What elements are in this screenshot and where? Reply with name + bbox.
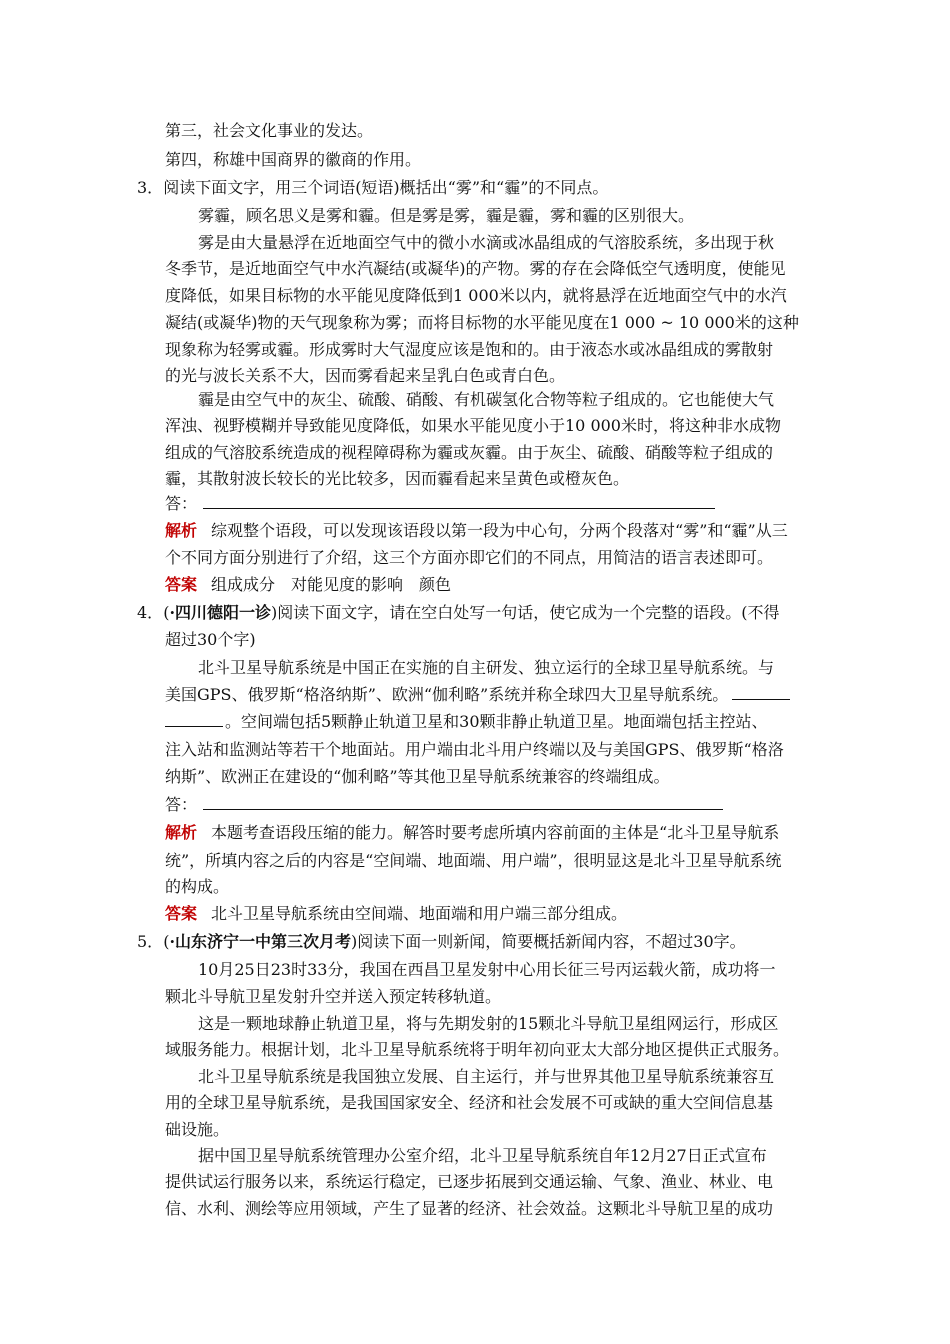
key-text: 北斗卫星导航系统由空间端、地面端和用户端三部分组成。 <box>211 904 628 923</box>
analysis-line: 的构成。 <box>165 877 230 896</box>
source-paren: ( <box>163 603 170 622</box>
passage-line: 浑浊、视野模糊并导致能见度降低，如果水平能见度小于10 000米时，将这种非水成物 <box>165 416 781 435</box>
passage-line: 组成的气溶胶系统造成的视程障碍称为霾或灰霾。由于灰尘、硫酸、硝酸等粒子组成的 <box>165 443 774 462</box>
analysis-line <box>165 823 779 843</box>
fill-blank-cont[interactable] <box>165 712 223 727</box>
analysis-line: 统”，所填内容之后的内容是“空间端、地面端、用户端”，很明显这是北斗卫星导航系统 <box>165 851 782 870</box>
passage-line: 注入站和监测站等若干个地面站。用户端由北斗用户终端以及与美国GPS、俄罗斯“格洛 <box>165 740 784 759</box>
analysis-line <box>165 521 788 541</box>
key-text: 组成成分 对能见度的影响 颜色 <box>211 575 452 594</box>
passage-line <box>165 712 768 732</box>
answer-prompt: 答： <box>165 795 198 814</box>
question-text: 阅读下面文字，请在空白处写一句话，使它成为一个完整的语段。(不得 <box>277 603 780 622</box>
key-line <box>165 575 451 595</box>
analysis-line: 个不同方面分别进行了介绍，这三个方面亦即它们的不同点，用简洁的语言表述即可。 <box>165 548 774 567</box>
passage-line: 北斗卫星导航系统是中国正在实施的自主研发、独立运行的全球卫星导航系统。与 <box>198 658 775 677</box>
passage-line: 的光与波长关系不大，因而雾看起来呈乳白色或青白色。 <box>165 366 566 385</box>
passage-line: 冬季节，是近地面空气中水汽凝结(或凝华)的产物。雾的存在会降低空气透明度，使能见 <box>165 259 786 278</box>
passage-line: 用的全球卫星导航系统，是我国国家安全、经济和社会发展不可或缺的重大空间信息基 <box>165 1093 774 1112</box>
question-number: 3． <box>137 178 164 197</box>
question-source: ·山东济宁一中第三次月考 <box>169 932 352 951</box>
passage-line: 础设施。 <box>165 1120 230 1139</box>
passage-line: 度降低，如果目标物的水平能见度降低到1 000米以内，就将悬浮在近地面空气中的水汽 <box>165 286 787 305</box>
passage-line: 10月25日23时33分，我国在西昌卫星发射中心用长征三号丙运载火箭，成功将一 <box>198 960 776 979</box>
passage-line: 凝结(或凝华)物的天气现象称为雾；而将目标物的水平能见度在1 000 ~ 10 000米的这种 <box>165 313 799 332</box>
passage-line: 据中国卫星导航系统管理办公室介绍，北斗卫星导航系统自年12月27日正式宣布 <box>198 1146 767 1165</box>
passage-line: 雾是由大量悬浮在近地面空气中的微小水滴或冰晶组成的气溶胶系统，多出现于秋 <box>198 233 775 252</box>
passage-line: 北斗卫星导航系统是我国独立发展、自主运行，并与世界其他卫星导航系统兼容互 <box>198 1067 775 1086</box>
fill-blank[interactable] <box>732 685 790 700</box>
answer-blank[interactable] <box>203 795 723 810</box>
passage-line: 雾霾，顾名思义是雾和霾。但是雾是雾，霾是霾，雾和霾的区别很大。 <box>198 206 695 225</box>
question-3-stem <box>137 178 608 198</box>
answer-prompt: 答： <box>165 494 198 513</box>
key-line <box>165 904 627 924</box>
question-text: 阅读下面一则新闻，简要概括新闻内容，不超过30字。 <box>357 932 746 951</box>
passage-line: 颗北斗导航卫星发射升空并送入预定转移轨道。 <box>165 987 502 1006</box>
question-text: 阅读下面文字，用三个词语(短语)概括出“雾”和“霾”的不同点。 <box>163 178 609 197</box>
intro-third: 第三，社会文化事业的发达。 <box>165 121 374 140</box>
passage-line: 信、水利、测绘等应用领域，产生了显著的经济、社会效益。这颗北斗导航卫星的成功 <box>165 1199 774 1218</box>
question-number: 5． <box>137 932 164 951</box>
source-paren: ) <box>271 603 278 622</box>
question-5-stem <box>137 932 746 952</box>
analysis-label: 解析 <box>165 521 198 540</box>
answer-blank[interactable] <box>203 494 715 509</box>
passage-line: 现象称为轻雾或霾。形成雾时大气湿度应该是饱和的。由于液态水或冰晶组成的雾散射 <box>165 340 774 359</box>
passage-line <box>165 685 790 705</box>
question-4-stem-cont: 超过30个字) <box>165 630 256 649</box>
passage-text: 。空间端包括5颗静止轨道卫星和30颗非静止轨道卫星。地面端包括主控站、 <box>225 712 768 731</box>
passage-line: 霾是由空气中的灰尘、硫酸、硝酸、有机碳氢化合物等粒子组成的。它也能使大气 <box>198 390 775 409</box>
question-source: ·四川德阳一诊 <box>169 603 272 622</box>
passage-line: 提供试运行服务以来，系统运行稳定，已逐步拓展到交通运输、气象、渔业、林业、电 <box>165 1172 774 1191</box>
intro-fourth: 第四，称雄中国商界的徽商的作用。 <box>165 150 422 169</box>
answer-line <box>165 494 715 514</box>
key-label: 答案 <box>165 575 198 594</box>
analysis-text: 本题考查语段压缩的能力。解答时要考虑所填内容前面的主体是“北斗卫星导航系 <box>211 823 780 842</box>
question-number: 4． <box>137 603 164 622</box>
source-paren: ( <box>163 932 170 951</box>
passage-line: 纳斯”、欧洲正在建设的“伽利略”等其他卫星导航系统兼容的终端组成。 <box>165 767 670 786</box>
question-4-stem <box>137 603 780 623</box>
source-paren: ) <box>351 932 358 951</box>
passage-line: 这是一颗地球静止轨道卫星，将与先期发射的15颗北斗导航卫星组网运行，形成区 <box>198 1014 779 1033</box>
analysis-label: 解析 <box>165 823 198 842</box>
answer-line <box>165 795 723 815</box>
passage-line: 霾，其散射波长较长的光比较多，因而霾看起来呈黄色或橙灰色。 <box>165 469 630 488</box>
key-label: 答案 <box>165 904 198 923</box>
passage-text: 美国GPS、俄罗斯“格洛纳斯”、欧洲“伽利略”系统并称全球四大卫星导航系统。 <box>165 685 729 704</box>
analysis-text: 综观整个语段，可以发现该语段以第一段为中心句，分两个段落对“雾”和“霾”从三 <box>211 521 788 540</box>
passage-line: 域服务能力。根据计划，北斗卫星导航系统将于明年初向亚太大部分地区提供正式服务。 <box>165 1040 790 1059</box>
